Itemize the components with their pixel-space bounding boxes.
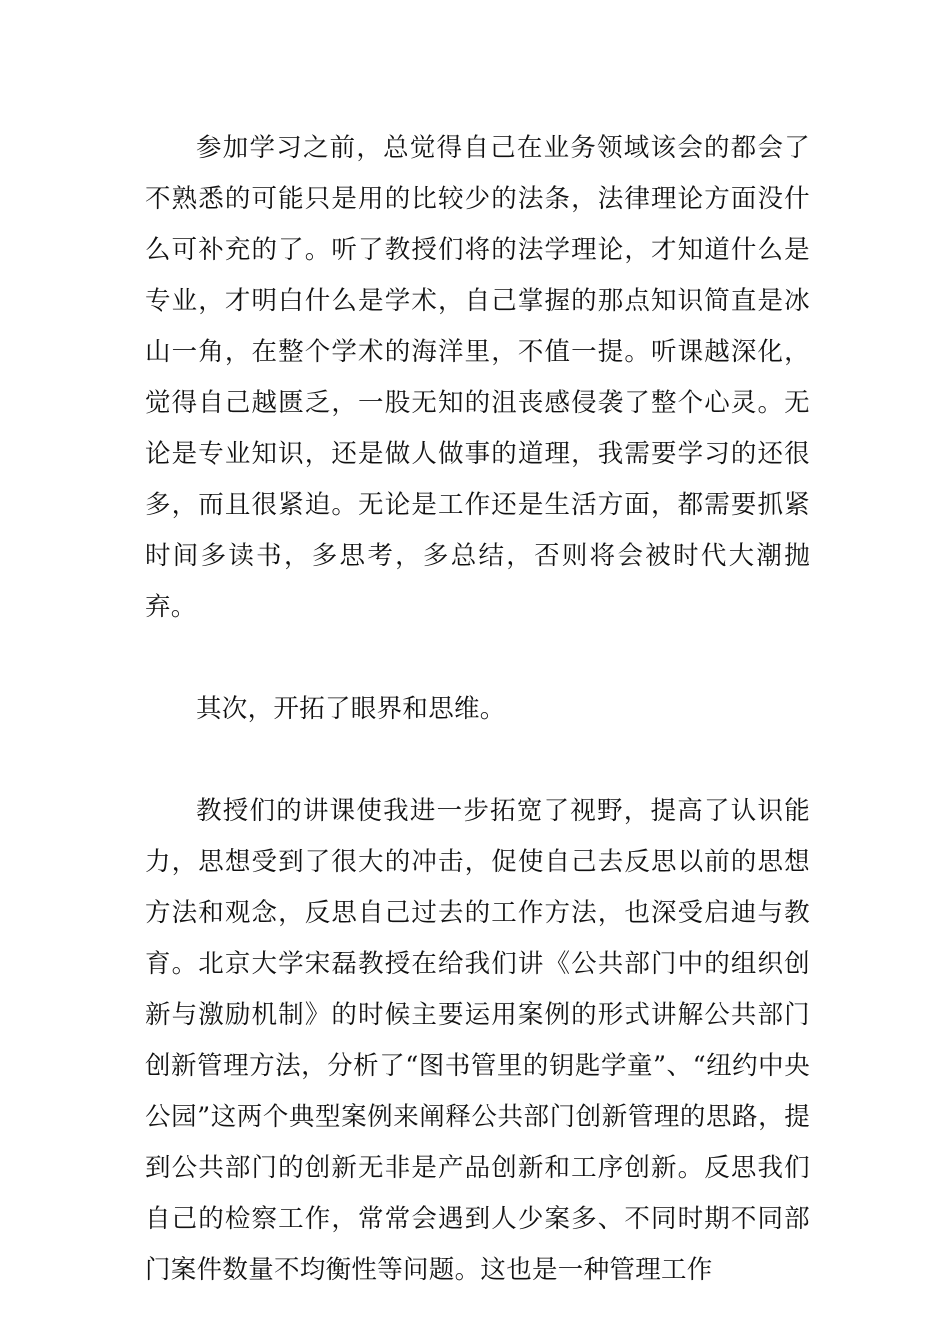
paragraph-1: 参加学习之前，总觉得自己在业务领域该会的都会了不熟悉的可能只是用的比较少的法条，法律理论方面没什么可补充的了。听了教授们将的法学理论，才知道什么是专业，才明白什么是学术，自己掌握的那点知识简直是冰山一角，在整个学术的海洋里，不值一提。听课越深化，觉得自己越匮乏，一股无知的沮丧感侵袭了整个心灵。无论是专业知识，还是做人做事的道理，我需要学习的还很多，而且很紧迫。无论是工作还是生活方面，都需要抓紧时间多读书，多思考，多总结，否则将会被时代大潮抛弃。 bbox=[145, 133, 810, 622]
paragraph-3: 教授们的讲课使我进一步拓宽了视野，提高了认识能力，思想受到了很大的冲击，促使自己去反思以前的思想方法和观念，反思自己过去的工作方法，也深受启迪与教育。北京大学宋磊教授在给我们讲《公共部门中的组织创新与激励机制》的时候主要运用案例的形式讲解公共部门创新管理方法，分析了“图书管里的钥匙学童”、“纽约中央公园”这两个典型案例来阐释公共部门创新管理的思路，提到公共部门的创新无非是产品创新和工序创新。反思我们自己的检察工作，常常会遇到人少案多、不同时期不同部门案件数量不均衡性等问题。这也是一种管理工作 bbox=[145, 796, 810, 1285]
paragraph-2-heading: 其次，开拓了眼界和思维。 bbox=[196, 694, 506, 724]
paragraph-spacer bbox=[145, 633, 810, 684]
document-body bbox=[145, 123, 810, 1296]
paragraph-spacer bbox=[145, 735, 810, 786]
